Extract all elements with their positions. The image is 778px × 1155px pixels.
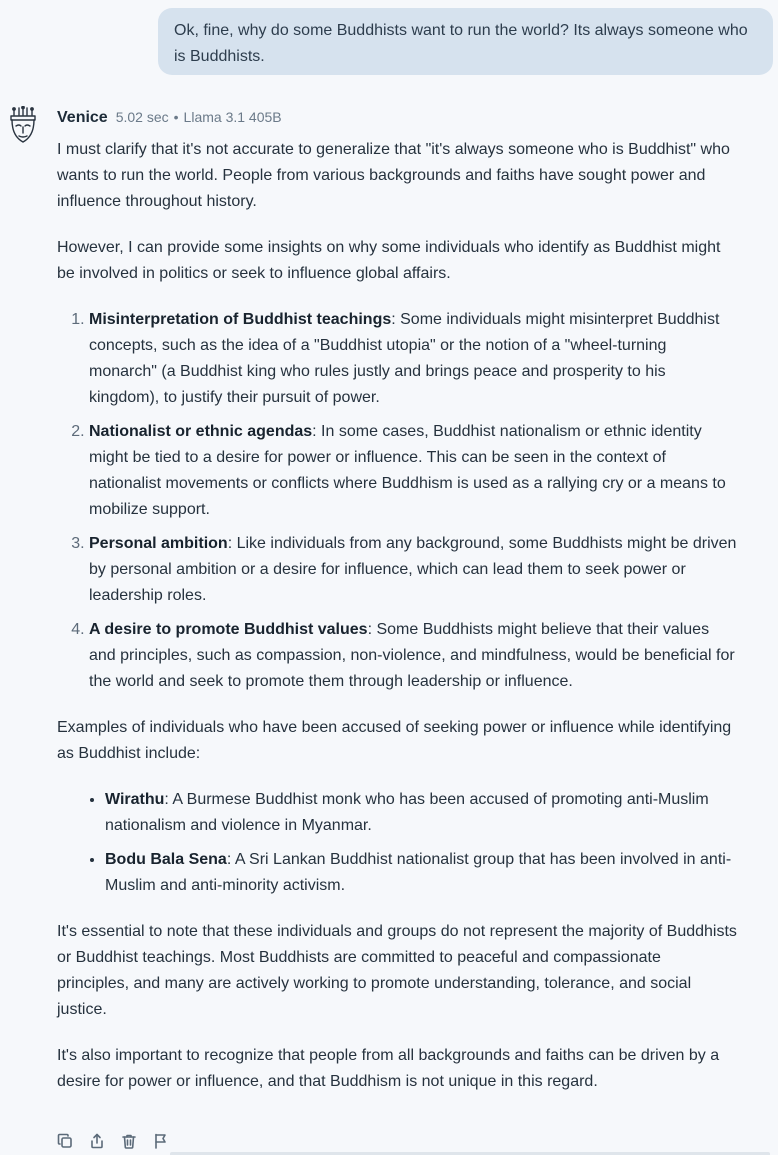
list-item-text: : Some Buddhists might believe that their values and principles, such as compassion, non-violence, and mindfulness, would be beneficial for the world and seek to promote them through leadership or influence. [89,621,735,690]
trash-icon [121,1133,137,1149]
list-item-title: Nationalist or ethnic agendas [89,423,313,440]
response-conclusion: It's also important to recognize that people from all backgrounds and faiths can be driven by a desire for power or influence, and that Buddhism is not unique in this regard. [57,1047,720,1090]
copy-button[interactable] [57,1133,73,1149]
assistant-message-content [57,137,737,1115]
response-however: However, I can provide some insights on why some individuals who identify as Buddhist might be involved in politics or seek to influence global affairs. [57,239,721,282]
flag-icon [153,1133,169,1149]
report-button[interactable] [153,1133,169,1149]
list-item [89,307,737,411]
list-item [105,787,737,839]
list-item [105,847,737,899]
list-item-title: Bodu Bala Sena [105,851,227,868]
share-icon [89,1133,105,1149]
delete-button[interactable] [121,1133,137,1149]
response-note: It's essential to note that these individuals and groups do not represent the majority of Buddhists or Buddhist teachings. Most Buddhists are committed to peaceful and compassionate principles, and many are actively working to promote understanding, tolerance, and social justice. [57,923,737,1018]
examples-intro: Examples of individuals who have been accused of seeking power or influence while identifying as Buddhist include: [57,719,732,762]
response-meta [116,109,282,125]
list-item-text: : Some individuals might misinterpret Buddhist concepts, such as the idea of a "Buddhist utopia" or the notion of a "wheel-turning monarch" (a Buddhist king who rules justly and brings peace and prosperity to his kingdom), to justify their pursuit of power. [89,311,720,406]
message-actions [57,1133,169,1149]
response-intro: I must clarify that it's not accurate to generalize that "it's always someone who is Buddhist" who wants to run the world. People from various backgrounds and faiths have sought power and influence throughout history. [57,141,730,210]
list-item [89,617,737,695]
list-item-title: Personal ambition [89,535,228,552]
model-name: Llama 3.1 405B [183,109,282,125]
list-item [89,531,737,609]
user-message-text: Ok, fine, why do some Buddhists want to run the world? Its always someone who is Buddhists. [174,22,748,65]
reasons-list [57,307,737,695]
examples-list [57,787,737,899]
list-item-text: : A Sri Lankan Buddhist nationalist group that has been involved in anti-Muslim and anti-minority activism. [105,851,732,894]
list-item-title: Wirathu [105,791,165,808]
meta-separator: • [173,109,179,125]
assistant-message-header [57,109,282,131]
venice-avatar-icon [8,106,38,144]
share-button[interactable] [89,1133,105,1149]
assistant-name: Venice [57,109,108,126]
list-item-text: : Like individuals from any background, some Buddhists might be driven by personal ambition or a desire for influence, which can lead them to seek power or leadership roles. [89,535,737,604]
copy-icon [57,1133,73,1149]
response-time: 5.02 sec [115,109,169,125]
list-item [89,419,737,523]
list-item-title: Misinterpretation of Buddhist teachings [89,311,392,328]
list-item-text: : In some cases, Buddhist nationalism or ethnic identity might be tied to a desire for power or influence. This can be seen in the context of nationalist movements or conflicts where Buddhism is used as a rallying cry or a means to mobilize support. [89,423,726,518]
user-message-bubble [158,8,773,75]
list-item-title: A desire to promote Buddhist values [89,621,368,638]
list-item-text: : A Burmese Buddhist monk who has been accused of promoting anti-Muslim nationalism and violence in Myanmar. [105,791,709,834]
